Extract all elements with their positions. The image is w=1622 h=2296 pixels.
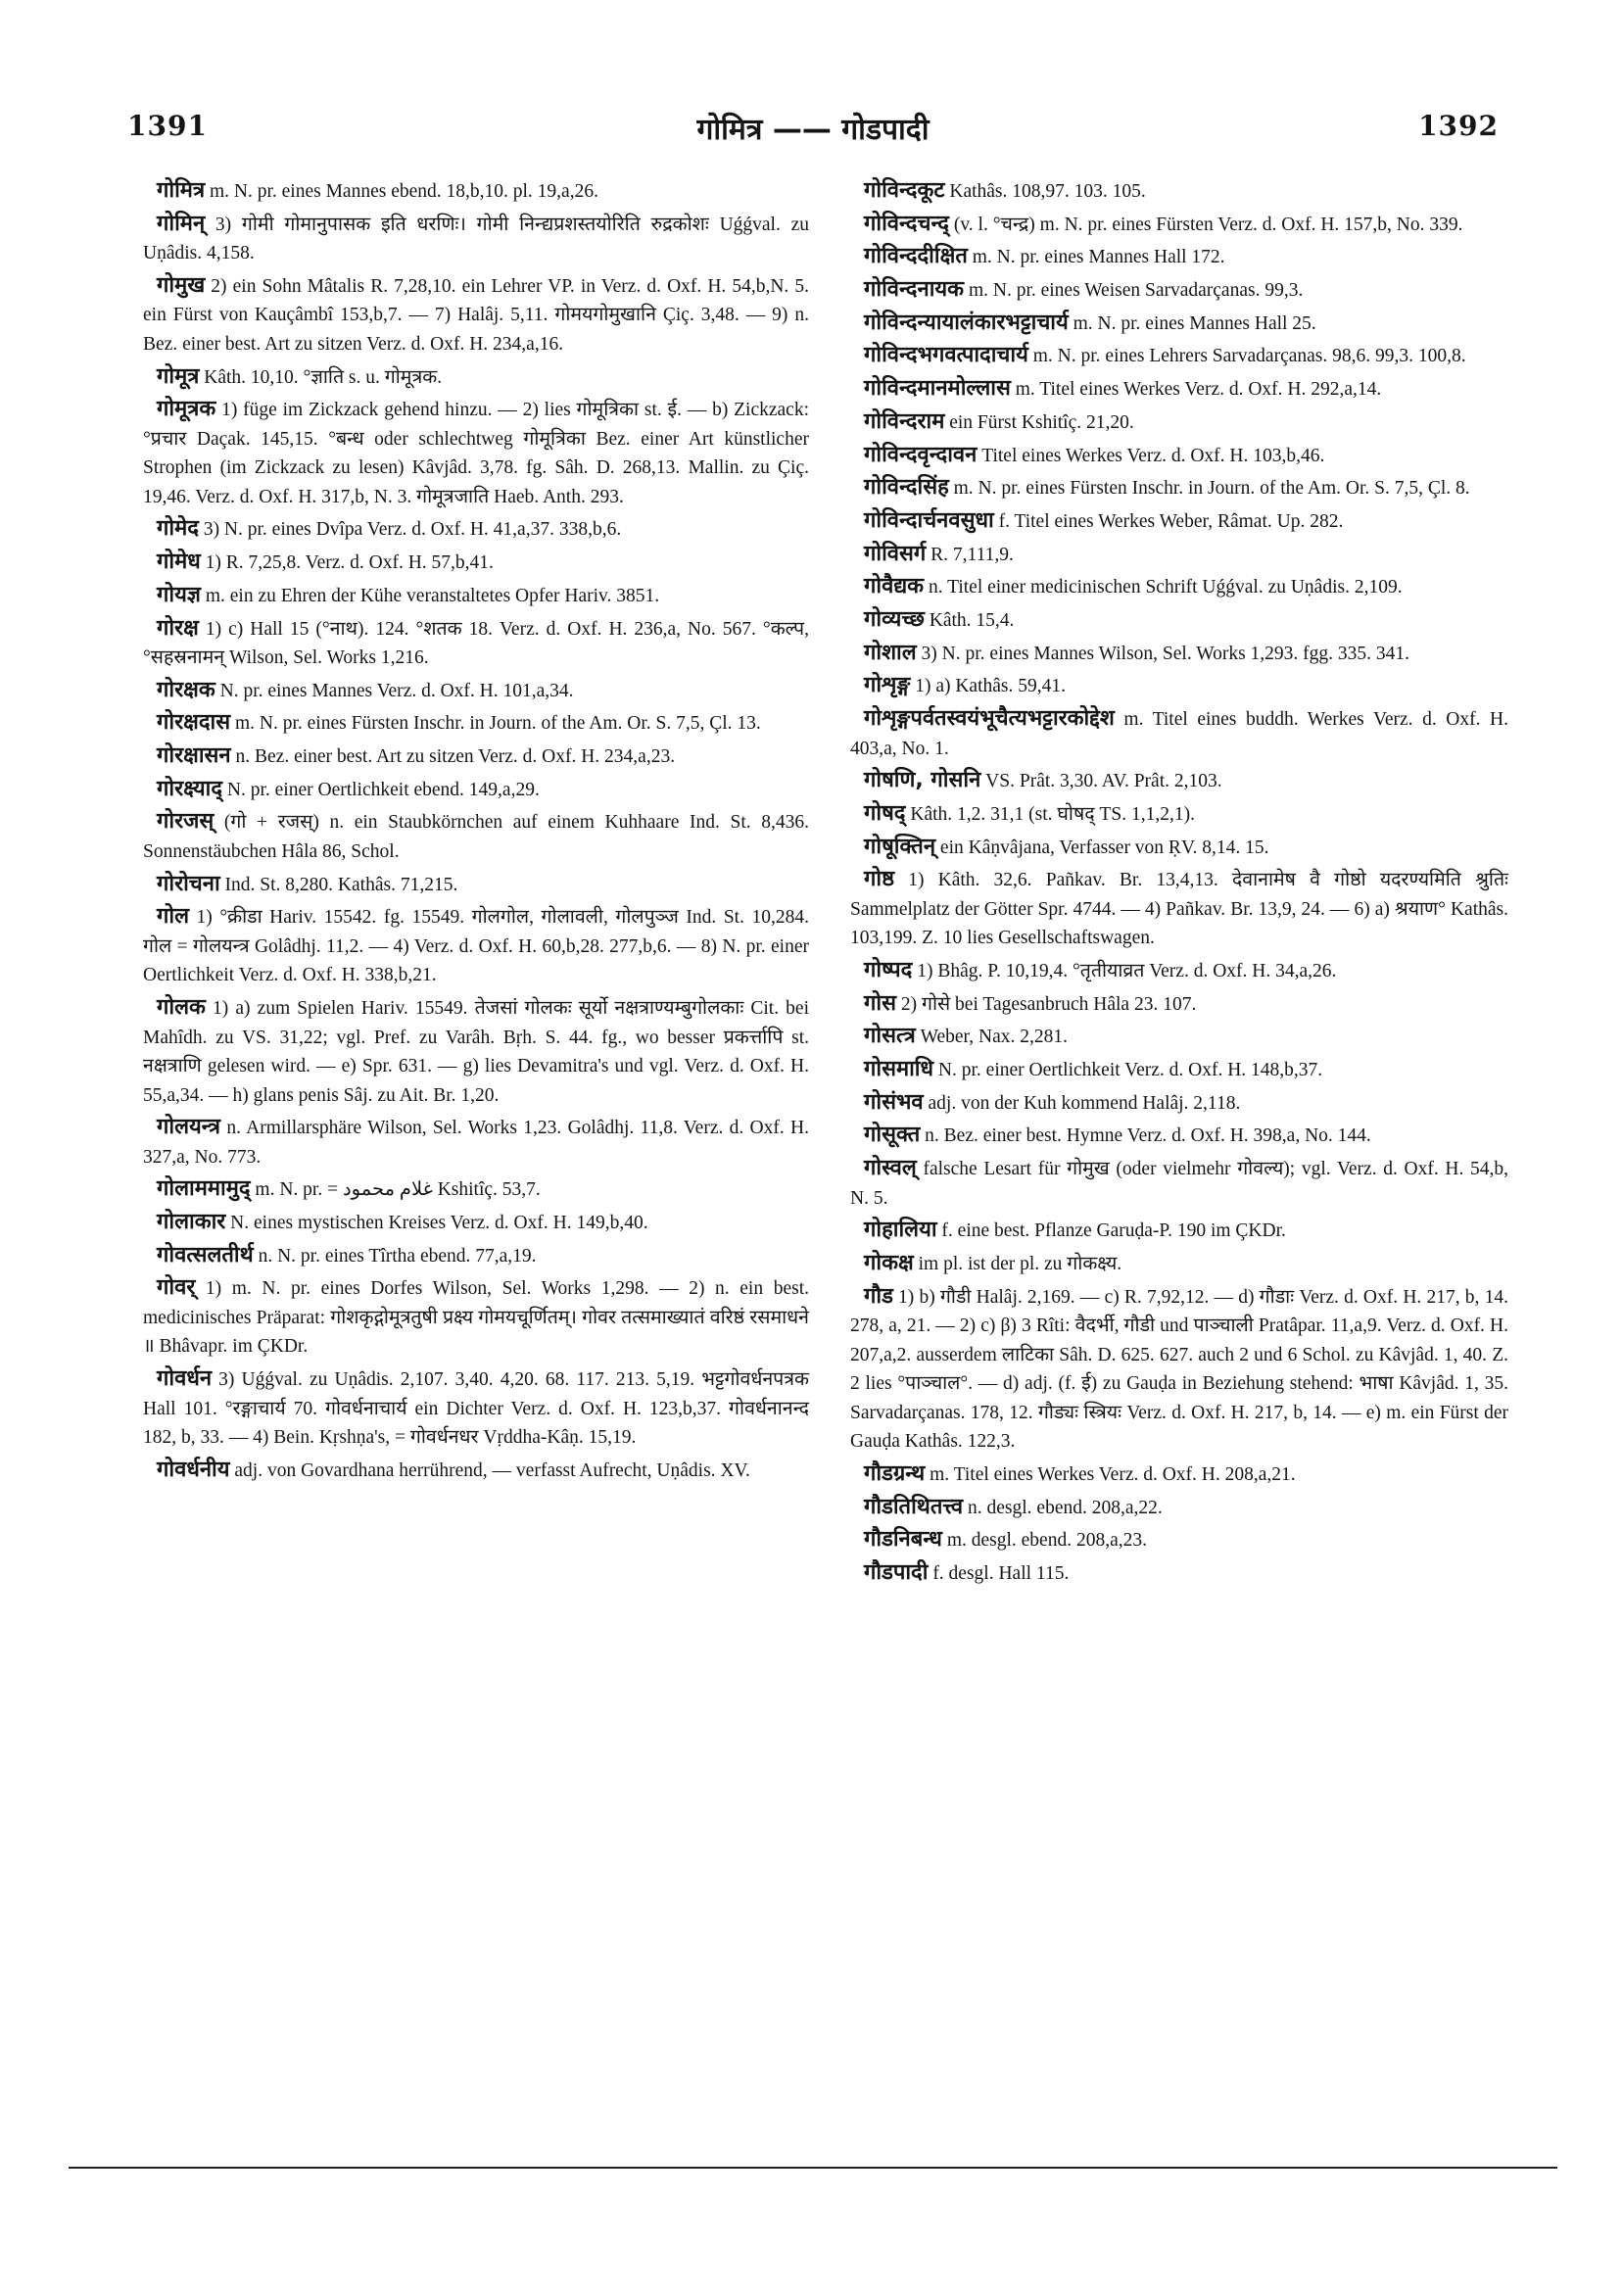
entry-text: n. desgl. ebend. 208,a,22. — [963, 1497, 1163, 1518]
entry-headword: गोहालिया — [864, 1218, 937, 1243]
entry-headword: गोविसर्ग — [864, 541, 927, 566]
entry-text: m. N. pr. eines Mannes Hall 25. — [1068, 312, 1316, 334]
left-column — [143, 176, 809, 1489]
entry-text: ein Kâṇvâjana, Verfasser von ṚV. 8,14. 15. — [935, 837, 1269, 858]
entry-text: im pl. ist der pl. zu गोकक्ष्य. — [913, 1253, 1122, 1274]
entry-text: VS. Prât. 3,30. AV. Prât. 2,103. — [980, 771, 1222, 792]
entry-headword: गोरक्षदास — [157, 710, 231, 736]
entry-text: n. Armillarsphäre Wilson, Sel. Works 1,23. Golâdhj. 11,8. Verz. d. Oxf. H. 327,a, No. 773. — [143, 1118, 809, 1168]
dictionary-entry — [850, 1558, 1508, 1589]
entry-headword: गोवर् — [157, 1275, 196, 1301]
entry-text: n. N. pr. eines Tîrtha ebend. 77,a,19. — [253, 1245, 537, 1267]
entry-headword: गोमिन् — [157, 211, 206, 236]
entry-headword: गोसत्त्र — [864, 1024, 916, 1049]
entry-text: adj. von Govardhana herrührend, — verfasst Aufrecht, Uṇâdis. XV. — [229, 1459, 750, 1481]
entry-text: 1) Kâth. 32,6. Pañkav. Br. 13,4,13. देवानामेष वै गोष्ठो यदरण्यमिति श्रुतिः Sammelplatz der Götter Spr. 4744. — 4) Pañkav. Br. 13,9, 24. — 6) a) श्रयाण° Kathâs. 103,199. Z. 10 lies Gesellschaftswagen. — [850, 870, 1508, 949]
entry-text: m. desgl. ebend. 208,a,23. — [941, 1530, 1147, 1552]
entry-text: N. pr. einer Oertlichkeit Verz. d. Oxf. H. 148,b,37. — [933, 1060, 1323, 1080]
dictionary-entry — [850, 309, 1508, 339]
entry-text: (v. l. °चन्द्र) m. N. pr. eines Fürsten Verz. d. Oxf. H. 157,b, No. 339. — [948, 214, 1463, 235]
entry-headword: गोस्वल् — [864, 1156, 917, 1181]
entry-text: 1) R. 7,25,8. Verz. d. Oxf. H. 57,b,41. — [200, 552, 494, 574]
entry-headword: गोष्पद — [864, 957, 913, 982]
dictionary-entry — [850, 865, 1508, 953]
dictionary-entry — [850, 275, 1508, 306]
entry-text: m. N. pr. eines Lehrers Sarvadarçanas. 98,6. 99,3. 100,8. — [1027, 346, 1466, 367]
entry-headword: गोविन्दमानमोल्लास — [864, 376, 1011, 402]
entry-text: N. pr. eines Mannes Verz. d. Oxf. H. 101,a,34. — [215, 680, 574, 701]
entry-text: Kâth. 1,2. 31,1 (st. घोषद् TS. 1,1,2,1). — [905, 803, 1195, 825]
entry-text: n. Bez. einer best. Art zu sitzen Verz. d. Oxf. H. 234,a,23. — [230, 746, 676, 768]
entry-headword: गोष्ठ — [864, 867, 895, 892]
entry-headword: गोल — [157, 904, 190, 930]
entry-headword: गौडतिथितत्त्व — [864, 1494, 964, 1519]
entry-text: Weber, Nax. 2,281. — [915, 1027, 1069, 1048]
entry-headword: गोरक्षक — [157, 677, 215, 702]
entry-text: 3) Uǵǵval. zu Uṇâdis. 2,107. 3,40. 4,20. 68. 117. 213. 5,19. भट्टगोवर्धनपत्रक Hall 101. °रङ्गाचार्य 70. गोवर्धनाचार्य ein Dichter Verz. d. Oxf. H. 123,b,37. गोवर्धनानन्द 182, b, 33. — 4) Bein. Kṛshṇa's, = गोवर्धनधर Vṛddha-Kâṇ. 15,19. — [143, 1369, 809, 1449]
entry-text: R. 7,111,9. — [926, 544, 1014, 565]
dictionary-entry — [850, 605, 1508, 636]
dictionary-entry — [850, 1088, 1508, 1119]
entry-text: 1) a) Kathâs. 59,41. — [910, 676, 1066, 697]
entry-headword: गोविन्दराम — [864, 408, 945, 434]
page-number-left: 1391 — [127, 110, 208, 142]
entry-headword: गोशृङ्ग — [864, 673, 911, 698]
entry-text: m. ein zu Ehren der Kühe veranstaltetes Opfer Hariv. 3851. — [200, 585, 660, 606]
entry-headword: गोमूत्रक — [157, 397, 216, 422]
entry-text: (गो + रजस्) n. ein Staubkörnchen auf einem Kuhhaare Ind. St. 8,436. Sonnenstäubchen Hâla 86, Schol. — [143, 812, 809, 862]
dictionary-entry — [850, 799, 1508, 830]
dictionary-entry — [143, 176, 809, 207]
dictionary-entry — [143, 775, 809, 805]
dictionary-entry — [850, 176, 1508, 207]
entry-headword: गोविन्दवृन्दावन — [864, 442, 978, 467]
entry-headword: गोसंभव — [864, 1089, 924, 1115]
entry-headword: गोरजस् — [157, 809, 215, 835]
entry-text: f. Titel eines Werkes Weber, Râmat. Up. 282. — [993, 510, 1344, 532]
dictionary-entry — [850, 1055, 1508, 1085]
entry-text: 3) N. pr. eines Dvîpa Verz. d. Oxf. H. 41,a,37. 338,b,6. — [198, 519, 622, 541]
entry-text: 1) m. N. pr. eines Dorfes Wilson, Sel. Works 1,298. — 2) n. ein best. medicinisches Präparat: गोशकृद्गोमूत्रतुषी प्रक्ष्य गोमयचूर्णितम्। गोवर तत्समाख्यातं वरिष्ठं रसमाधने ॥ Bhâvapr. im ÇKDr. — [143, 1278, 809, 1358]
entry-text: 1) c) Hall 15 (°नाथ). 124. °शतक 18. Verz. d. Oxf. H. 236,a, No. 567. °कल्प, °सहस्रनामन् Wilson, Sel. Works 1,216. — [143, 618, 809, 668]
entry-headword: गौड — [864, 1283, 893, 1309]
entry-text: m. N. pr. eines Weisen Sarvadarçanas. 99,3. — [964, 280, 1304, 302]
entry-headword: गोलाकार — [157, 1210, 226, 1235]
dictionary-entry — [850, 572, 1508, 602]
entry-headword: गौडनिबन्ध — [864, 1527, 942, 1553]
dictionary-entry — [143, 210, 809, 268]
entry-text: Kâth. 10,10. °ज्ञाति s. u. गोमूत्रक. — [199, 366, 443, 388]
entry-text: f. desgl. Hall 115. — [928, 1562, 1070, 1584]
dictionary-entry — [850, 766, 1508, 796]
entry-text: m. N. pr. = غلام محمود Kshitîç. 53,7. — [250, 1179, 541, 1201]
dictionary-entry — [850, 540, 1508, 570]
dictionary-entry — [850, 1525, 1508, 1555]
entry-headword: गोवत्सलतीर्थ — [157, 1242, 254, 1268]
dictionary-entry — [850, 1121, 1508, 1151]
dictionary-entry — [143, 614, 809, 673]
entry-headword: गोविन्दचन्द् — [864, 211, 949, 236]
dictionary-entry — [143, 1364, 809, 1453]
entry-headword: गोविन्दकूट — [864, 178, 945, 203]
entry-headword: गोरोचना — [157, 871, 220, 896]
entry-headword: गोशृङ्गपर्वतस्वयंभूचैत्यभट्टारकोद्देश — [864, 706, 1115, 731]
entry-headword: गोस — [864, 990, 896, 1016]
entry-headword: गोविन्दार्चनवसुधा — [864, 507, 994, 533]
entry-headword: गोविन्ददीक्षित — [864, 244, 968, 269]
entry-headword: गौडग्रन्थ — [864, 1460, 926, 1486]
dictionary-entry — [850, 1022, 1508, 1052]
dictionary-entry — [143, 548, 809, 578]
entry-text: Kathâs. 108,97. 103. 105. — [944, 181, 1146, 202]
entry-headword: गोवैद्यक — [864, 574, 925, 599]
entry-headword: गोलक — [157, 995, 206, 1020]
entry-text: 2) गोसे bei Tagesanbruch Hâla 23. 107. — [895, 993, 1197, 1015]
dictionary-entry — [143, 395, 809, 511]
footer-rule — [69, 2167, 1557, 2169]
entry-text: Kâth. 15,4. — [924, 609, 1015, 631]
entry-text: N. pr. einer Oertlichkeit ebend. 149,a,29. — [222, 779, 540, 800]
entry-text: m. N. pr. eines Fürsten Inschr. in Journ. of the Am. Or. S. 7,5, Çl. 13. — [230, 713, 761, 735]
dictionary-entry — [850, 704, 1508, 763]
dictionary-entry — [850, 639, 1508, 669]
dictionary-entry — [143, 1208, 809, 1238]
entry-headword: गोसूक्त — [864, 1123, 921, 1148]
dictionary-entry — [850, 407, 1508, 438]
dictionary-entry — [143, 581, 809, 611]
entry-text: 1) a) zum Spielen Hariv. 15549. तेजसां गोलकः सूर्यो नक्षत्राण्यम्बुगोलकाः Cit. bei Mahîdh. zu VS. 31,22; vgl. Pref. zu Varâh. Bṛh. S. 44. fg., wo besser प्रकर्त्तापि st. नक्षत्राणि gelesen wird. — e) Spr. 631. — g) lies Devamitra's und vgl. Verz. d. Oxf. H. 55,a,34. — h) glans penis Sâj. zu Ait. Br. 1,20. — [143, 998, 809, 1106]
entry-headword: गोरक्ष्याद् — [157, 776, 223, 801]
dictionary-entry — [850, 956, 1508, 986]
page-header — [127, 110, 1499, 159]
dictionary-entry — [143, 902, 809, 990]
dictionary-entry — [850, 210, 1508, 240]
entry-headword: गोवर्धनीय — [157, 1457, 230, 1482]
dictionary-entry — [850, 374, 1508, 405]
entry-text: m. Titel eines Werkes Verz. d. Oxf. H. 292,a,14. — [1010, 379, 1382, 401]
entry-text: N. eines mystischen Kreises Verz. d. Oxf. H. 149,b,40. — [225, 1213, 648, 1234]
right-column — [850, 176, 1508, 1592]
dictionary-entry — [850, 341, 1508, 371]
entry-headword: गोलाममामुद् — [157, 1176, 251, 1202]
dictionary-entry — [850, 1282, 1508, 1457]
dictionary-entry — [143, 1241, 809, 1271]
dictionary-entry — [850, 671, 1508, 701]
entry-text: 1) °क्रीडा Hariv. 15542. fg. 15549. गोलगोल, गोलावली, गोलपुञ्ज Ind. St. 10,284. गोल = गोलयन्त्र Golâdhj. 11,2. — 4) Verz. d. Oxf. H. 60,b,28. 277,b,6. — 8) N. pr. einer Oertlichkeit Verz. d. Oxf. H. 338,b,21. — [143, 907, 809, 986]
entry-headword: गोमुख — [157, 272, 206, 298]
entry-text: n. Titel einer medicinischen Schrift Uǵǵval. zu Uṇâdis. 2,109. — [924, 577, 1403, 598]
entry-headword: गोमेद — [157, 516, 199, 542]
entry-headword: गोषद् — [864, 800, 906, 826]
dictionary-entry — [850, 833, 1508, 863]
dictionary-entry — [850, 989, 1508, 1020]
entry-text: 3) गोमी गोमानुपासक इति धरणिः। गोमी निन्द्यप्रशस्तयोरिति रुद्रकोशः Uǵǵval. zu Uṇâdis. 4,158. — [143, 214, 809, 264]
entry-headword: गोमूत्र — [157, 363, 200, 389]
entry-text: falsche Lesart für गोमुख (oder vielmehr गोवल्य); vgl. Verz. d. Oxf. H. 54,b, N. 5. — [850, 1159, 1508, 1209]
entry-headword: गोरक्ष — [157, 615, 199, 641]
entry-text: adj. von der Kuh kommend Halâj. 2,118. — [923, 1092, 1241, 1114]
entry-headword: गोविन्दनायक — [864, 277, 965, 303]
entry-headword: गोव्यच्छ — [864, 606, 925, 632]
running-title: गोमित्र —— गोडपादी — [696, 113, 930, 147]
entry-text: m. N. pr. eines Mannes Hall 172. — [967, 247, 1225, 268]
dictionary-entry — [850, 473, 1508, 503]
dictionary-entry — [850, 242, 1508, 272]
entry-headword: गोयज्ञ — [157, 582, 201, 607]
dictionary-entry — [143, 870, 809, 900]
dictionary-entry — [850, 506, 1508, 537]
dictionary-entry — [143, 514, 809, 545]
dictionary-entry — [143, 708, 809, 739]
entry-headword: गोमित्र — [157, 178, 206, 203]
entry-headword: गोलयन्त्र — [157, 1115, 221, 1140]
entry-headword: गोकक्ष — [864, 1250, 914, 1275]
entry-headword: गोशाल — [864, 640, 917, 665]
dictionary-entry — [850, 1216, 1508, 1246]
entry-text: 1) Bhâg. P. 10,19,4. °तृतीयाव्रत Verz. d. Oxf. H. 34,a,26. — [912, 960, 1337, 981]
entry-text: 1) füge im Zickzack gehend hinzu. — 2) lies गोमूत्रिका st. ई. — b) Zickzack: °प्रचार Daçak. 145,15. °बन्ध oder schlechtweg गोमूत्रिका Bez. einer Art künstlicher Strophen (im Zickzack zu lesen) Kâvjâd. 3,78. fg. Sâh. D. 268,13. Mallin. zu Çiç. 19,46. Verz. d. Oxf. H. 317,b, N. 3. गोमूत्रजाति Haeb. Anth. 293. — [143, 400, 809, 507]
entry-text: m. N. pr. eines Mannes ebend. 18,b,10. pl. 19,a,26. — [205, 181, 598, 202]
entry-headword: गौडपादी — [864, 1559, 929, 1585]
entry-headword: गोविन्दन्यायालंकारभट्टाचार्य — [864, 310, 1069, 335]
entry-headword: गोरक्षासन — [157, 743, 231, 769]
entry-text: Titel eines Werkes Verz. d. Oxf. H. 103,b,46. — [977, 445, 1325, 466]
dictionary-entry — [143, 271, 809, 359]
entry-headword: गोविन्दसिंह — [864, 475, 949, 501]
entry-headword: गोषणि, गोसनि — [864, 768, 981, 793]
dictionary-entry — [143, 676, 809, 706]
entry-headword: गोवर्धन — [157, 1366, 213, 1392]
dictionary-entry — [143, 362, 809, 393]
dictionary-entry — [143, 1273, 809, 1362]
entry-text: 3) N. pr. eines Mannes Wilson, Sel. Works 1,293. fgg. 335. 341. — [916, 643, 1410, 664]
dictionary-entry — [850, 1249, 1508, 1279]
entry-text: Ind. St. 8,280. Kathâs. 71,215. — [219, 874, 458, 895]
dictionary-entry — [143, 741, 809, 772]
dictionary-entry — [850, 1459, 1508, 1490]
entry-text: m. Titel eines Werkes Verz. d. Oxf. H. 208,a,21. — [925, 1463, 1296, 1485]
entry-headword: गोषूक्तिन् — [864, 834, 936, 859]
dictionary-entry — [143, 1456, 809, 1486]
entry-headword: गोविन्दभगवत्पादाचार्य — [864, 343, 1028, 368]
entry-text: 2) ein Sohn Mâtalis R. 7,28,10. ein Lehrer VP. in Verz. d. Oxf. H. 54,b,N. 5. ein Fürst von Kauçâmbî 153,b,7. — 7) Halâj. 5,11. गोमयगोमुखानि Çiç. 3,48. — 9) n. Bez. einer best. Art zu sitzen Verz. d. Oxf. H. 234,a,16. — [143, 275, 809, 355]
dictionary-entry — [850, 1154, 1508, 1213]
entry-text: n. Bez. einer best. Hymne Verz. d. Oxf. H. 398,a, No. 144. — [920, 1125, 1371, 1147]
entry-text: f. eine best. Pflanze Garuḍa-P. 190 im ÇKDr. — [936, 1220, 1286, 1242]
dictionary-entry — [143, 1174, 809, 1205]
dictionary-entry — [850, 1493, 1508, 1523]
dictionary-entry — [143, 807, 809, 866]
entry-text: 1) b) गौडी Halâj. 2,169. — c) R. 7,92,12. — d) गौडाः Verz. d. Oxf. H. 217, b, 14. 278, a, 21. — 2) c) β) 3 Rîti: वैदर्भी, गौडी und पाञ्चाली Pratâpar. 11,a,9. Verz. d. Oxf. H. 207,a,2. ausserdem लाटिका Sâh. D. 625. 627. auch 2 und 6 Schol. zu Kâvjâd. 1, 40. Z. 2 lies °पाञ्चाल°. — d) adj. (f. ई) zu Gauḍa in Beziehung stehend: भाषा Kâvjâd. 1, 35. Sarvadarçanas. 178, 12. गौड्यः स्त्रियः Verz. d. Oxf. H. 217, b, 14. — e) m. ein Fürst der Gauḍa Kathâs. 122,3. — [850, 1286, 1508, 1453]
dictionary-entry — [850, 441, 1508, 471]
entry-text: ein Fürst Kshitîç. 21,20. — [944, 411, 1134, 433]
entry-text: m. Titel eines buddh. Werkes Verz. d. Oxf. H. 403,a, No. 1. — [850, 709, 1508, 759]
dictionary-entry — [143, 993, 809, 1110]
entry-headword: गोसमाधि — [864, 1057, 934, 1081]
page-number-right: 1392 — [1418, 110, 1499, 142]
entry-headword: गोमेध — [157, 550, 201, 575]
dictionary-entry — [143, 1113, 809, 1172]
entry-text: m. N. pr. eines Fürsten Inschr. in Journ. of the Am. Or. S. 7,5, Çl. 8. — [948, 478, 1470, 500]
